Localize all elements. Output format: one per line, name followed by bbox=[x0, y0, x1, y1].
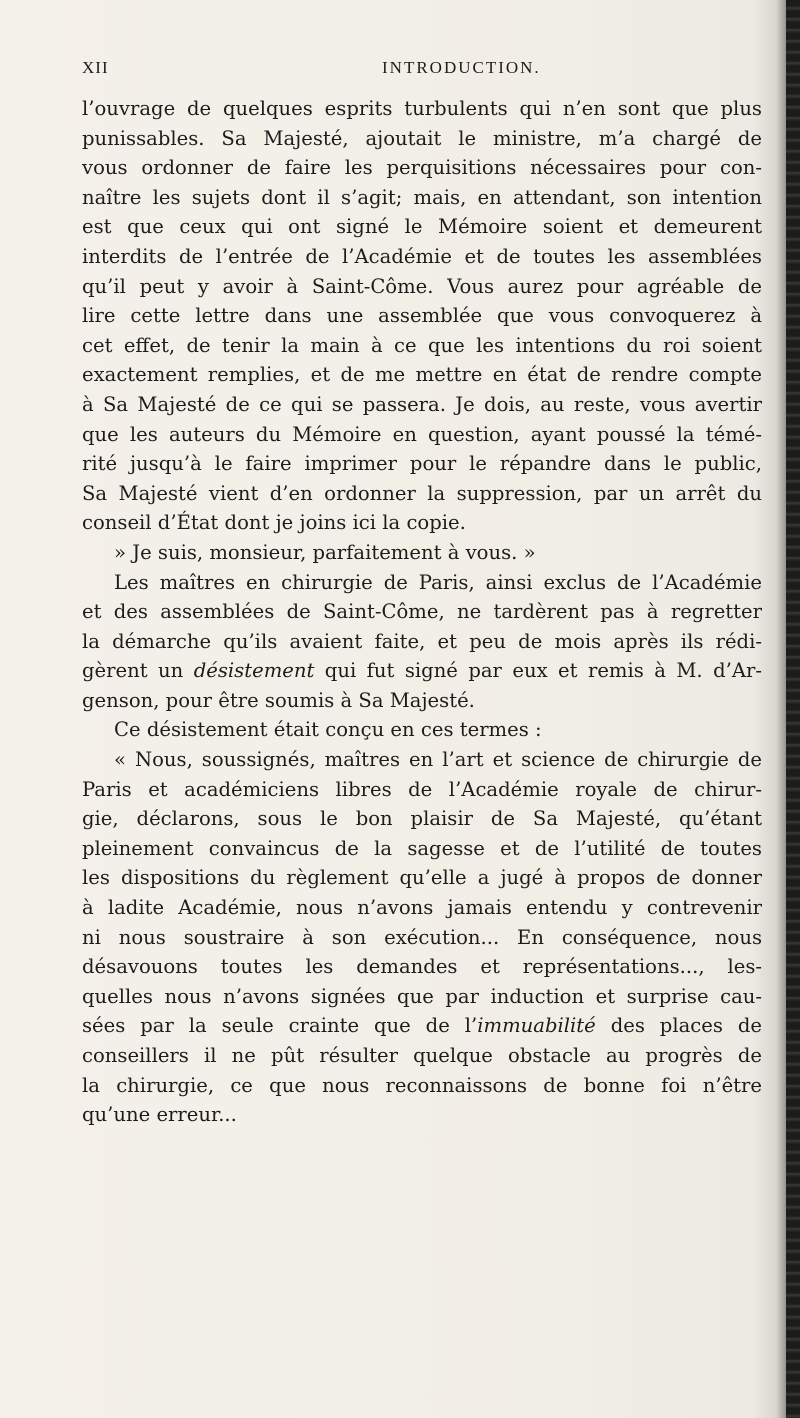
text-line: rité jusqu’à le faire imprimer pour le répandre dans le public, bbox=[82, 452, 762, 476]
text-line: gie, déclarons, sous le bon plaisir de Sa Majesté, qu’étant bbox=[82, 807, 762, 831]
text-line bbox=[82, 656, 762, 686]
text-line: conseillers il ne pût résulter quelque obstacle au progrès de bbox=[82, 1044, 762, 1067]
text-line: naître les sujets dont il s’agit; mais, en attendant, son intention bbox=[82, 185, 762, 209]
text-line: lire cette lettre dans une assemblée que vous convoquerez à bbox=[82, 304, 762, 328]
text-line: la chirurgie, ce que nous reconnaissons de bonne foi n’être bbox=[82, 1073, 762, 1097]
text-line: qu’une erreur... bbox=[82, 1103, 237, 1127]
page-number: XII bbox=[82, 58, 109, 77]
text-line: la démarche qu’ils avaient faite, et peu de mois après ils rédi- bbox=[82, 629, 762, 653]
text-line: désavouons toutes les demandes et représentations..., les- bbox=[82, 955, 762, 979]
italic-word: immuabilité bbox=[477, 1014, 596, 1038]
text-line: exactement remplies, et de me mettre en état de rendre compte bbox=[82, 363, 762, 387]
text-line: cet effet, de tenir la main à ce que les intentions du roi soient bbox=[82, 333, 762, 357]
text-line: vous ordonner de faire les perquisitions nécessaires pour con- bbox=[82, 156, 762, 180]
italic-word: désistement bbox=[193, 659, 315, 683]
text-line: est que ceux qui ont signé le Mémoire soient et demeurent bbox=[82, 215, 762, 239]
body-text bbox=[82, 94, 762, 1130]
text-line: l’ouvrage de quelques esprits turbulents qui n’en sont que plus bbox=[82, 97, 762, 120]
text-line: ni nous soustraire à son exécution... En conséquence, nous bbox=[82, 925, 762, 949]
text-line: Les maîtres en chirurgie de Paris, ainsi exclus de l’Académie bbox=[114, 570, 762, 594]
text-line: et des assemblées de Saint-Côme, ne tardèrent pas à regretter bbox=[82, 600, 762, 624]
text-line: Paris et académiciens libres de l’Académie royale de chirur- bbox=[82, 777, 762, 801]
text-run: gèrent un bbox=[82, 659, 194, 683]
text-line: « Nous, soussignés, maîtres en l’art et science de chirurgie de bbox=[114, 748, 762, 772]
text-line: que les auteurs du Mémoire en question, ayant poussé la témé- bbox=[82, 422, 762, 446]
text-line: » Je suis, monsieur, parfaitement à vous. » bbox=[114, 540, 536, 564]
text-line: genson, pour être soumis à Sa Majesté. bbox=[82, 688, 475, 712]
text-line: quelles nous n’avons signées que par induction et surprise cau- bbox=[82, 984, 762, 1008]
page-edge-shadow bbox=[786, 0, 800, 1418]
text-line: qu’il peut y avoir à Saint-Côme. Vous aurez pour agréable de bbox=[82, 274, 762, 298]
text-line: à Sa Majesté de ce qui se passera. Je dois, au reste, vous avertir bbox=[82, 392, 762, 416]
text-line: punissables. Sa Majesté, ajoutait le ministre, m’a chargé de bbox=[82, 126, 762, 150]
page-header bbox=[82, 58, 762, 82]
text-line: les dispositions du règlement qu’elle a jugé à propos de donner bbox=[82, 866, 762, 890]
text-run: sées par la seule crainte que de l’ bbox=[82, 1014, 478, 1038]
text-line: interdits de l’entrée de l’Académie et de toutes les assemblées bbox=[82, 244, 762, 268]
text-line: Sa Majesté vient d’en ordonner la suppression, par un arrêt du bbox=[82, 481, 762, 505]
text-line: conseil d’État dont je joins ici la copie. bbox=[82, 511, 466, 535]
running-head: INTRODUCTION. bbox=[382, 58, 541, 77]
text-line: Ce désistement était conçu en ces termes : bbox=[114, 718, 542, 742]
text-run: des places de bbox=[595, 1014, 762, 1038]
text-line: à ladite Académie, nous n’avons jamais entendu y contrevenir bbox=[82, 896, 762, 920]
text-line: pleinement convaincus de la sagesse et de l’utilité de toutes bbox=[82, 836, 762, 860]
text-line bbox=[82, 1011, 762, 1041]
text-run: qui fut signé par eux et remis à M. d’Ar- bbox=[314, 659, 762, 683]
